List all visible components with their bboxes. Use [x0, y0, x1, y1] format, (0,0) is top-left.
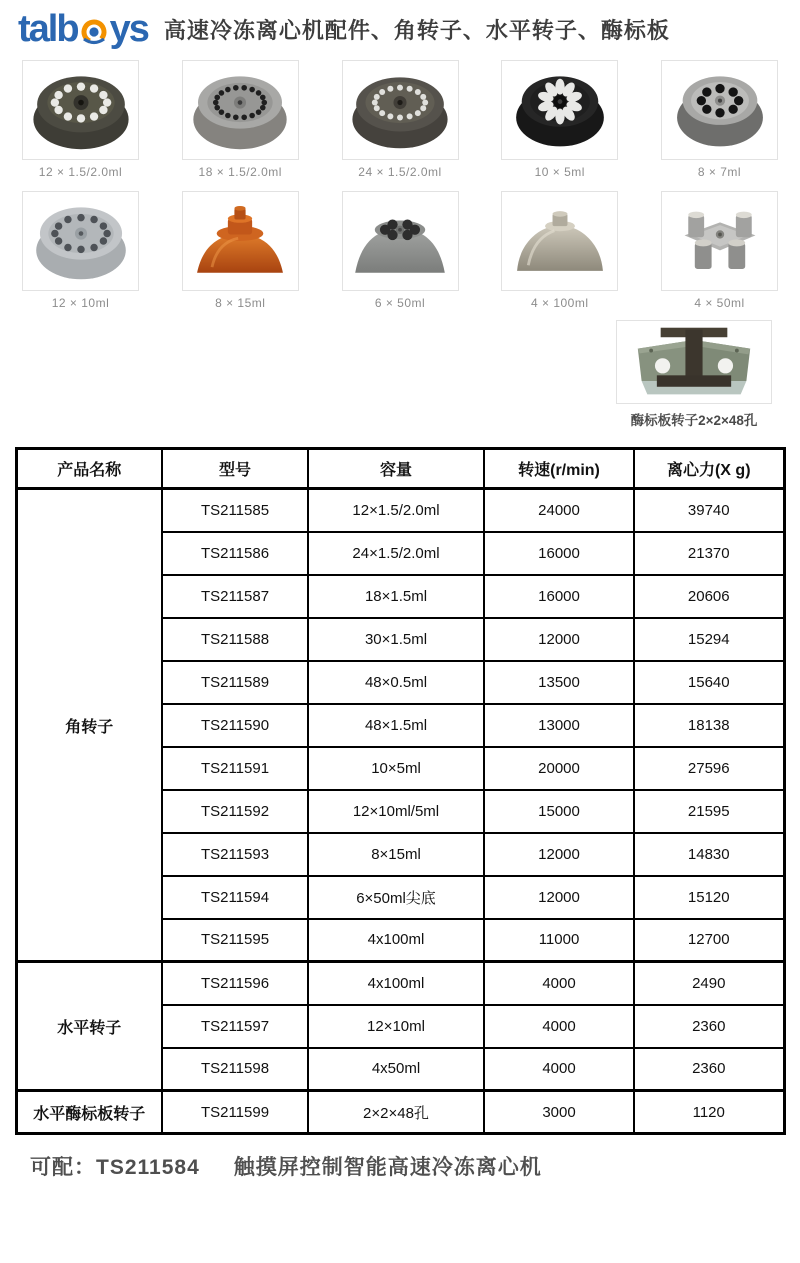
- speed-cell: 24000: [484, 489, 634, 532]
- product-card: [22, 60, 139, 179]
- product-photo-frame: [22, 60, 139, 160]
- product-photo-frame: [22, 191, 139, 291]
- product-card: [22, 191, 139, 310]
- product-caption: 8 × 15ml: [215, 296, 266, 310]
- product-row-2: [0, 191, 800, 310]
- force-cell: 21370: [634, 532, 784, 575]
- capacity-cell: 48×1.5ml: [308, 704, 484, 747]
- product-caption: 18 × 1.5/2.0ml: [198, 165, 282, 179]
- logo-text-right: ys: [109, 8, 148, 50]
- model-cell: TS211599: [162, 1091, 308, 1134]
- group-label-horizontal-rotor: 水平转子: [16, 962, 162, 1091]
- rotor-10x5ml-photo: [504, 63, 616, 157]
- force-cell: 15120: [634, 876, 784, 919]
- speed-cell: 11000: [484, 919, 634, 962]
- capacity-cell: 30×1.5ml: [308, 618, 484, 661]
- product-photo-frame: [182, 60, 299, 160]
- rotor-18x1.5-2.0ml-photo: [184, 63, 296, 157]
- rotor-24x1.5-2.0ml-photo: [344, 63, 456, 157]
- product-card: [661, 60, 778, 179]
- product-caption: 12 × 10ml: [51, 296, 110, 310]
- model-cell: TS211594: [162, 876, 308, 919]
- logo-text-left: talb: [18, 8, 78, 50]
- model-cell: TS211591: [162, 747, 308, 790]
- model-cell: TS211592: [162, 790, 308, 833]
- page-header: [0, 0, 800, 52]
- microplate-rotor-photo: [619, 322, 769, 402]
- product-caption: 6 × 50ml: [374, 296, 426, 310]
- model-cell: TS211593: [162, 833, 308, 876]
- speed-cell: 3000: [484, 1091, 634, 1134]
- force-cell: 2360: [634, 1048, 784, 1091]
- capacity-cell: 12×1.5/2.0ml: [308, 489, 484, 532]
- speed-cell: 4000: [484, 1048, 634, 1091]
- col-header-force: 离心力(X g): [634, 449, 784, 489]
- product-caption: 4 × 100ml: [530, 296, 589, 310]
- force-cell: 18138: [634, 704, 784, 747]
- product-card: [661, 191, 778, 310]
- capacity-cell: 4x50ml: [308, 1048, 484, 1091]
- model-cell: TS211595: [162, 919, 308, 962]
- rotor-12x1.5-2.0ml-photo: [25, 63, 137, 157]
- product-caption: 4 × 50ml: [694, 296, 745, 310]
- model-cell: TS211597: [162, 1005, 308, 1048]
- rotor-6x50ml-photo: [344, 194, 456, 288]
- page-title: 高速冷冻离心机配件、角转子、水平转子、酶标板: [163, 17, 670, 43]
- footer-machine-name: 触摸屏控制智能高速冷冻离心机: [233, 1156, 542, 1179]
- col-header-product-name: 产品名称: [16, 449, 162, 489]
- speed-cell: 12000: [484, 618, 634, 661]
- product-photo-frame: [501, 60, 618, 160]
- force-cell: 39740: [634, 489, 784, 532]
- footer-compatible-model: 可配：TS211584: [30, 1156, 200, 1179]
- force-cell: 12700: [634, 919, 784, 962]
- product-card: [182, 60, 299, 179]
- product-caption: 24 × 1.5/2.0ml: [358, 165, 442, 179]
- plate-rotor-row: [0, 320, 800, 429]
- speed-cell: 13000: [484, 704, 634, 747]
- speed-cell: 12000: [484, 833, 634, 876]
- product-photo-frame: [501, 191, 618, 291]
- speed-cell: 4000: [484, 1005, 634, 1048]
- model-cell: TS211586: [162, 532, 308, 575]
- rotor-12x10ml-photo: [25, 194, 137, 288]
- speed-cell: 4000: [484, 962, 634, 1005]
- product-card: [342, 60, 459, 179]
- product-photo-frame: [661, 191, 778, 291]
- model-cell: TS211589: [162, 661, 308, 704]
- capacity-cell: 18×1.5ml: [308, 575, 484, 618]
- product-card: [342, 191, 459, 310]
- speed-cell: 16000: [484, 575, 634, 618]
- force-cell: 1120: [634, 1091, 784, 1134]
- model-cell: TS211598: [162, 1048, 308, 1091]
- force-cell: 14830: [634, 833, 784, 876]
- product-card: [616, 320, 772, 429]
- rotor-8x7ml-photo: [664, 63, 776, 157]
- speed-cell: 13500: [484, 661, 634, 704]
- force-cell: 15294: [634, 618, 784, 661]
- force-cell: 20606: [634, 575, 784, 618]
- rotor-8x15ml-photo: [184, 194, 296, 288]
- model-cell: TS211596: [162, 962, 308, 1005]
- product-card: [182, 191, 299, 310]
- capacity-cell: 10×5ml: [308, 747, 484, 790]
- spec-table: [15, 447, 786, 1135]
- talboys-logo: [18, 10, 148, 48]
- force-cell: 27596: [634, 747, 784, 790]
- model-cell: TS211590: [162, 704, 308, 747]
- force-cell: 2360: [634, 1005, 784, 1048]
- speed-cell: 20000: [484, 747, 634, 790]
- capacity-cell: 24×1.5/2.0ml: [308, 532, 484, 575]
- group-label-plate-rotor: 水平酶标板转子: [16, 1091, 162, 1134]
- swing-bucket-rotor-4x50ml-photo: [664, 194, 776, 288]
- capacity-cell: 48×0.5ml: [308, 661, 484, 704]
- table-row: [16, 962, 784, 1005]
- capacity-cell: 6×50ml尖底: [308, 876, 484, 919]
- table-row: [16, 489, 784, 532]
- group-label-angle-rotor: 角转子: [16, 489, 162, 962]
- model-cell: TS211588: [162, 618, 308, 661]
- capacity-cell: 4x100ml: [308, 962, 484, 1005]
- plate-rotor-caption: 酶标板转子2×2×48孔: [630, 413, 758, 428]
- footer-note: [30, 1151, 800, 1181]
- table-row: [16, 1091, 784, 1134]
- product-caption: 12 × 1.5/2.0ml: [38, 165, 123, 179]
- capacity-cell: 12×10ml/5ml: [308, 790, 484, 833]
- logo-swirl-o-icon: [79, 16, 109, 46]
- product-photo-frame: [182, 191, 299, 291]
- col-header-model: 型号: [162, 449, 308, 489]
- speed-cell: 16000: [484, 532, 634, 575]
- capacity-cell: 12×10ml: [308, 1005, 484, 1048]
- capacity-cell: 8×15ml: [308, 833, 484, 876]
- table-header-row: [16, 449, 784, 489]
- col-header-speed: 转速(r/min): [484, 449, 634, 489]
- speed-cell: 12000: [484, 876, 634, 919]
- col-header-capacity: 容量: [308, 449, 484, 489]
- rotor-4x100ml-photo: [504, 194, 616, 288]
- product-photo-frame: [616, 320, 772, 404]
- model-cell: TS211587: [162, 575, 308, 618]
- product-caption: 8 × 7ml: [697, 165, 742, 179]
- force-cell: 21595: [634, 790, 784, 833]
- force-cell: 2490: [634, 962, 784, 1005]
- product-photo-frame: [342, 60, 459, 160]
- product-photo-frame: [661, 60, 778, 160]
- model-cell: TS211585: [162, 489, 308, 532]
- product-photo-frame: [342, 191, 459, 291]
- product-row-1: [0, 60, 800, 179]
- product-caption: 10 × 5ml: [534, 165, 585, 179]
- force-cell: 15640: [634, 661, 784, 704]
- product-card: [501, 60, 618, 179]
- speed-cell: 15000: [484, 790, 634, 833]
- capacity-cell: 2×2×48孔: [308, 1091, 484, 1134]
- product-card: [501, 191, 618, 310]
- capacity-cell: 4x100ml: [308, 919, 484, 962]
